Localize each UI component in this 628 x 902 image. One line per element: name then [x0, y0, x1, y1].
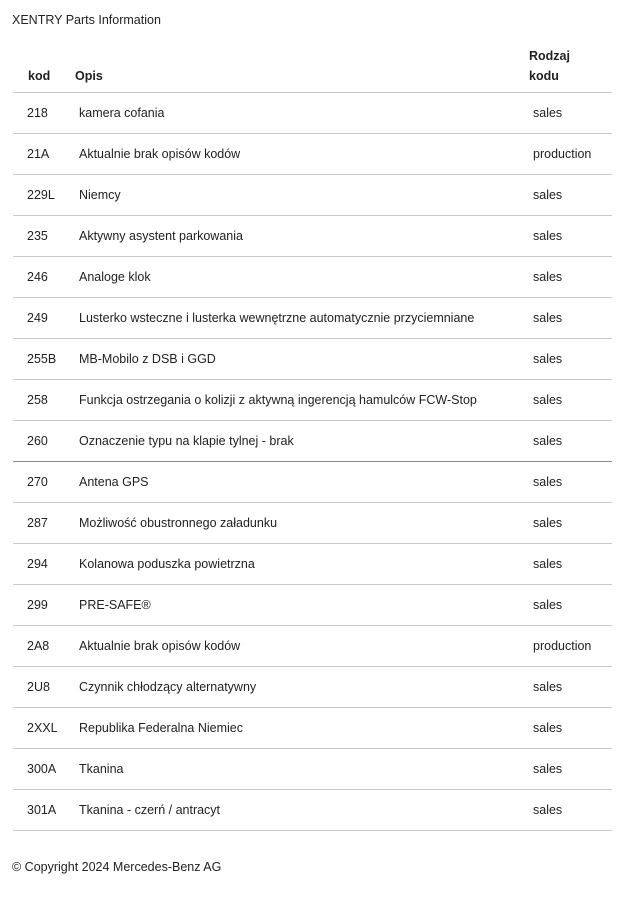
cell-opis: Tkanina - czerń / antracyt [79, 803, 221, 817]
cell-opis: Republika Federalna Niemiec [79, 721, 243, 735]
cell-rodzaj: sales [533, 393, 563, 407]
table-row [13, 667, 612, 708]
cell-rodzaj: sales [533, 434, 563, 448]
cell-kod: 255B [27, 352, 57, 366]
table-row [13, 421, 612, 462]
cell-opis: Oznaczenie typu na klapie tylnej - brak [79, 434, 294, 448]
table-row [13, 462, 612, 503]
cell-rodzaj: sales [533, 229, 563, 243]
table-row [13, 749, 612, 790]
app-title: XENTRY Parts Information [12, 13, 161, 27]
cell-rodzaj: sales [533, 352, 563, 366]
cell-opis: kamera cofania [79, 106, 165, 120]
cell-kod: 301A [27, 803, 57, 817]
cell-opis: Możliwość obustronnego załadunku [79, 516, 278, 530]
cell-opis: Funkcja ostrzegania o kolizji z aktywną ingerencją hamulców FCW-Stop [79, 393, 477, 407]
table-row [13, 93, 612, 134]
cell-opis: Analoge klok [79, 270, 151, 284]
table-row [13, 544, 612, 585]
cell-rodzaj: sales [533, 311, 563, 325]
table-row [13, 298, 612, 339]
table-row [13, 790, 612, 831]
table-row [13, 257, 612, 298]
table-header [13, 44, 612, 93]
cell-rodzaj: sales [533, 762, 563, 776]
table-row [13, 134, 612, 175]
cell-kod: 270 [27, 475, 48, 489]
parts-table [13, 44, 612, 831]
table-row [13, 216, 612, 257]
cell-opis: Aktywny asystent parkowania [79, 229, 243, 243]
header-opis: Opis [75, 69, 103, 83]
cell-rodzaj: sales [533, 598, 563, 612]
cell-kod: 299 [27, 598, 48, 612]
table-row [13, 380, 612, 421]
cell-kod: 2XXL [27, 721, 58, 735]
table-row [13, 626, 612, 667]
cell-kod: 2A8 [27, 639, 50, 653]
cell-kod: 235 [27, 229, 48, 243]
cell-rodzaj: sales [533, 803, 563, 817]
cell-opis: Lusterko wsteczne i lusterka wewnętrzne automatycznie przyciemniane [79, 311, 475, 325]
cell-kod: 229L [27, 188, 55, 202]
table-row [13, 585, 612, 626]
cell-opis: Antena GPS [79, 475, 149, 489]
cell-opis: MB-Mobilo z DSB i GGD [79, 352, 216, 366]
cell-kod: 258 [27, 393, 48, 407]
table-row [13, 708, 612, 749]
cell-rodzaj: sales [533, 557, 563, 571]
cell-kod: 300A [27, 762, 57, 776]
table-body [13, 93, 612, 831]
cell-opis: Czynnik chłodzący alternatywny [79, 680, 257, 694]
cell-rodzaj: sales [533, 680, 563, 694]
cell-rodzaj: sales [533, 516, 563, 530]
cell-kod: 2U8 [27, 680, 50, 694]
cell-opis: Kolanowa poduszka powietrzna [79, 557, 255, 571]
cell-rodzaj: sales [533, 721, 563, 735]
cell-rodzaj: sales [533, 188, 563, 202]
cell-opis: PRE-SAFE® [79, 598, 151, 612]
cell-rodzaj: sales [533, 106, 563, 120]
cell-kod: 246 [27, 270, 48, 284]
cell-kod: 260 [27, 434, 48, 448]
cell-rodzaj: sales [533, 270, 563, 284]
table-row [13, 339, 612, 380]
table-row [13, 175, 612, 216]
cell-opis: Tkanina [79, 762, 124, 776]
header-rodzaj-line1: Rodzaj [529, 49, 570, 63]
header-rodzaj-line2: kodu [529, 69, 559, 83]
cell-kod: 218 [27, 106, 48, 120]
header-kod: kod [28, 69, 51, 83]
header-rodzaj-kodu [529, 46, 599, 86]
cell-kod: 21A [27, 147, 50, 161]
footer-copyright: © Copyright 2024 Mercedes-Benz AG [12, 860, 222, 874]
cell-rodzaj: production [533, 147, 592, 161]
cell-opis: Aktualnie brak opisów kodów [79, 147, 241, 161]
cell-kod: 287 [27, 516, 48, 530]
table-row [13, 503, 612, 544]
cell-rodzaj: production [533, 639, 592, 653]
cell-kod: 249 [27, 311, 48, 325]
cell-opis: Niemcy [79, 188, 121, 202]
cell-opis: Aktualnie brak opisów kodów [79, 639, 241, 653]
cell-kod: 294 [27, 557, 48, 571]
cell-rodzaj: sales [533, 475, 563, 489]
